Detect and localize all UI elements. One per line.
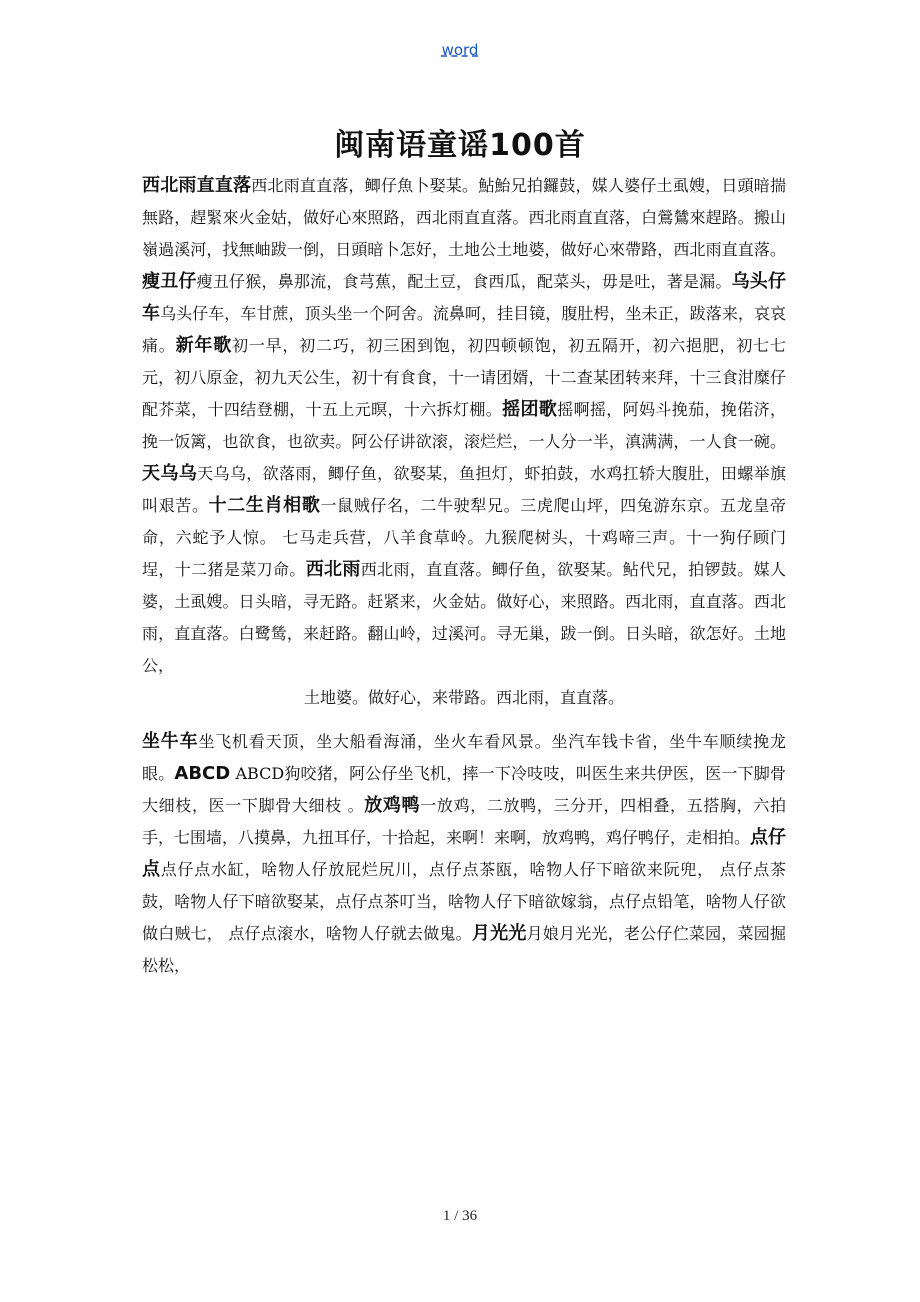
- song-lyrics: 月娘月光光，老公仔伫菜园，菜园掘松松，: [142, 924, 786, 975]
- song-title: 坐牛车: [142, 731, 199, 752]
- paragraph-main: [142, 170, 786, 682]
- song-lyrics: ABCD狗咬猪，阿公仔坐飞机，摔一下冷吱吱，叫医生来共伊医，医一下脚骨大细枝，医一下脚骨大细枝 。: [142, 764, 786, 815]
- document-body: [142, 170, 786, 982]
- song-title: 点仔点: [142, 827, 787, 880]
- song-title: 天乌乌: [142, 463, 198, 484]
- song-lyrics: 一鼠贼仔名，二牛驶犁兄。三虎爬山坪，四兔游东京。五龙皇帝命，六蛇予人惊。 七马走兵营，八羊食草岭。九猴爬树头，十鸡啼三声。十一狗仔顾门埕，十二猪是菜刀命。: [142, 496, 786, 579]
- song-lyrics: 摇啊摇，阿妈斗挽茄，挽偌济，挽一饭篱，也欲食，也欲卖。阿公仔讲欲滚，滚烂烂，一人分一半，滇满满，一人食一碗。: [142, 400, 786, 451]
- song-lyrics: 坐飞机看天顶，坐大船看海涌，坐火车看风景。坐汽车钱卡省，坐牛车顺续挽龙眼。: [142, 732, 786, 783]
- word-link[interactable]: word: [441, 41, 479, 59]
- song-lyrics-tail: 土地婆。做好心，来带路。西北雨，直直落。: [303, 688, 624, 707]
- song-title: 放鸡鸭: [364, 795, 421, 816]
- song-title: 瘦丑仔: [142, 271, 197, 292]
- song-lyrics: 瘦丑仔猴，鼻那流，食芎蕉，配土豆，食西瓜，配菜头，毋是吐，著是漏。: [196, 272, 732, 291]
- song-title: 摇团歌: [502, 399, 558, 420]
- song-title: 新年歌: [175, 335, 233, 356]
- song-title: 西北雨直直落: [142, 175, 252, 196]
- paragraph-centered: [142, 682, 786, 714]
- song-lyrics: 一放鸡，二放鸭，三分开，四相叠，五搭胸，六拍手，七围墙，八摸鼻，九扭耳仔，十拾起，来啊！来啊，放鸡鸭，鸡仔鸭仔，走相拍。: [142, 796, 786, 847]
- song-lyrics: 乌头仔车，车甘蔗，顶头坐一个阿舍。流鼻呵，挂目镜，腹肚枵，坐未正，跋落来，哀哀痛。: [142, 304, 786, 355]
- song-lyrics: 西北雨直直落，鲫仔魚卜娶某。鮎鮐兄拍鑼鼓，媒人婆仔土虱嫂，日頭暗揣無路，趕緊來火金姑，做好心來照路，西北雨直直落。西北雨直直落，白鶯鷥來趕路。搬山嶺過溪河，找無岫跋一倒，日頭暗卜怎好，土地公土地婆，做好心來帶路，西北雨直直落。: [142, 176, 786, 259]
- song-title: 月光光: [471, 923, 527, 944]
- song-lyrics: 初一早，初二巧，初三困到饱，初四顿顿饱，初五隔开，初六挹肥，初七七元，初八原金，初九天公生，初十有食食，十一请团婿，十二查某团转来拜，十三食泔糜仔配芥菜，十四结登棚，十五上元暝，十六拆灯棚。: [142, 336, 786, 419]
- song-title: 乌头仔车: [142, 271, 786, 324]
- song-title: 十二生肖相歌: [208, 495, 321, 516]
- song-title: 西北雨: [305, 559, 361, 580]
- song-lyrics: 西北雨，直直落。鲫仔鱼，欲娶某。鲇代兄，拍锣鼓。媒人婆，土虱嫂。日头暗，寻无路。赶紧来，火金姑。做好心，来照路。西北雨，直直落。西北雨，直直落。白鹭鸶，来赶路。翻山岭，过溪河。寻无巢，跋一倒。日头暗，欲怎好。土地公，: [142, 560, 786, 675]
- song-title: ABCD: [174, 763, 231, 784]
- page-number: 1 / 36: [442, 1208, 478, 1224]
- paragraph-second: [142, 726, 786, 982]
- header: [0, 41, 920, 59]
- song-lyrics: 天乌乌，欲落雨，鲫仔鱼，欲娶某，鱼担灯，虾拍鼓，水鸡扛轿大腹肚，田螺举旗叫艰苦。: [142, 464, 786, 515]
- page-title: 闽南语童谣100首: [334, 128, 586, 163]
- song-lyrics: 点仔点水缸，啥物人仔放屁烂尻川，点仔点茶瓯，啥物人仔下暗欲来阮兜， 点仔点茶鼓，啥物人仔下暗欲娶某，点仔点茶叮当，啥物人仔下暗欲嫁翁，点仔点铅笔，啥物人仔欲做白贼七， 点仔点滚水，啥物人仔就去做鬼。: [142, 860, 786, 943]
